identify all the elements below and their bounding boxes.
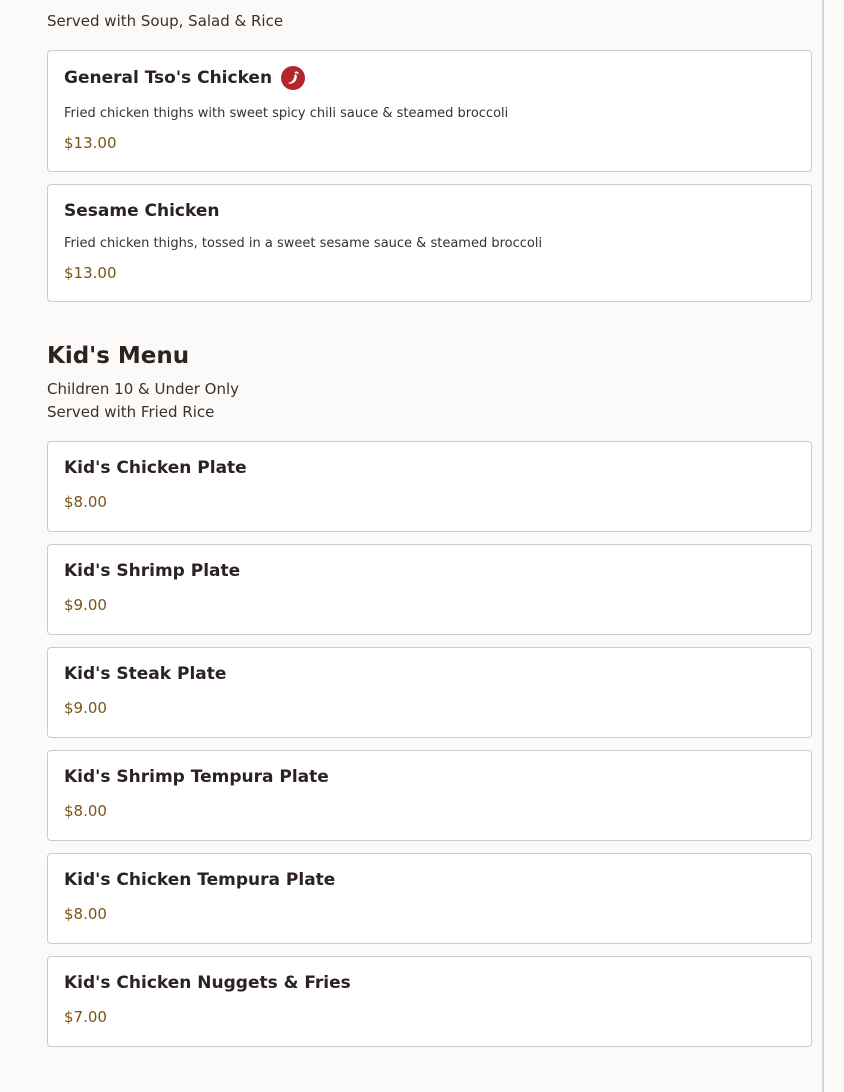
page-edge-divider	[822, 0, 824, 1092]
menu-item-price: $9.00	[64, 596, 107, 614]
menu-item-name: Sesame Chicken	[64, 201, 220, 221]
menu-item-price: $8.00	[64, 905, 107, 923]
chili-pepper-icon	[281, 66, 305, 90]
menu-item-card[interactable]	[47, 544, 812, 635]
menu-item-price: $7.00	[64, 1008, 107, 1026]
menu-item-card[interactable]	[47, 647, 812, 738]
section-title: Kid's Menu	[47, 343, 190, 369]
menu-item-name: Kid's Shrimp Tempura Plate	[64, 767, 329, 787]
menu-item-description: Fried chicken thighs with sweet spicy chili sauce & steamed broccoli	[64, 106, 509, 121]
menu-item-card[interactable]	[47, 441, 812, 532]
menu-item-card[interactable]	[47, 750, 812, 841]
menu-item-price: $9.00	[64, 699, 107, 717]
menu-item-card[interactable]	[47, 184, 812, 302]
menu-item-price: $8.00	[64, 802, 107, 820]
menu-item-name: Kid's Shrimp Plate	[64, 561, 241, 581]
menu-item-card[interactable]	[47, 956, 812, 1047]
menu-item-card[interactable]	[47, 50, 812, 172]
menu-item-name: Kid's Chicken Nuggets & Fries	[64, 973, 351, 993]
menu-item-price: $13.00	[64, 134, 117, 152]
menu-item-price: $13.00	[64, 264, 117, 282]
menu-item-name: Kid's Chicken Tempura Plate	[64, 870, 336, 890]
menu-item-name: Kid's Steak Plate	[64, 664, 227, 684]
menu-item-name: Kid's Chicken Plate	[64, 458, 247, 478]
menu-item-name: General Tso's Chicken	[64, 68, 273, 88]
menu-item-description: Fried chicken thighs, tossed in a sweet sesame sauce & steamed broccoli	[64, 236, 543, 251]
menu-item-price: $8.00	[64, 493, 107, 511]
menu-item-card[interactable]	[47, 853, 812, 944]
section-subtitle: Children 10 & Under Only	[47, 380, 240, 398]
section-subtitle: Served with Soup, Salad & Rice	[47, 12, 284, 30]
section-subtitle: Served with Fried Rice	[47, 403, 215, 421]
